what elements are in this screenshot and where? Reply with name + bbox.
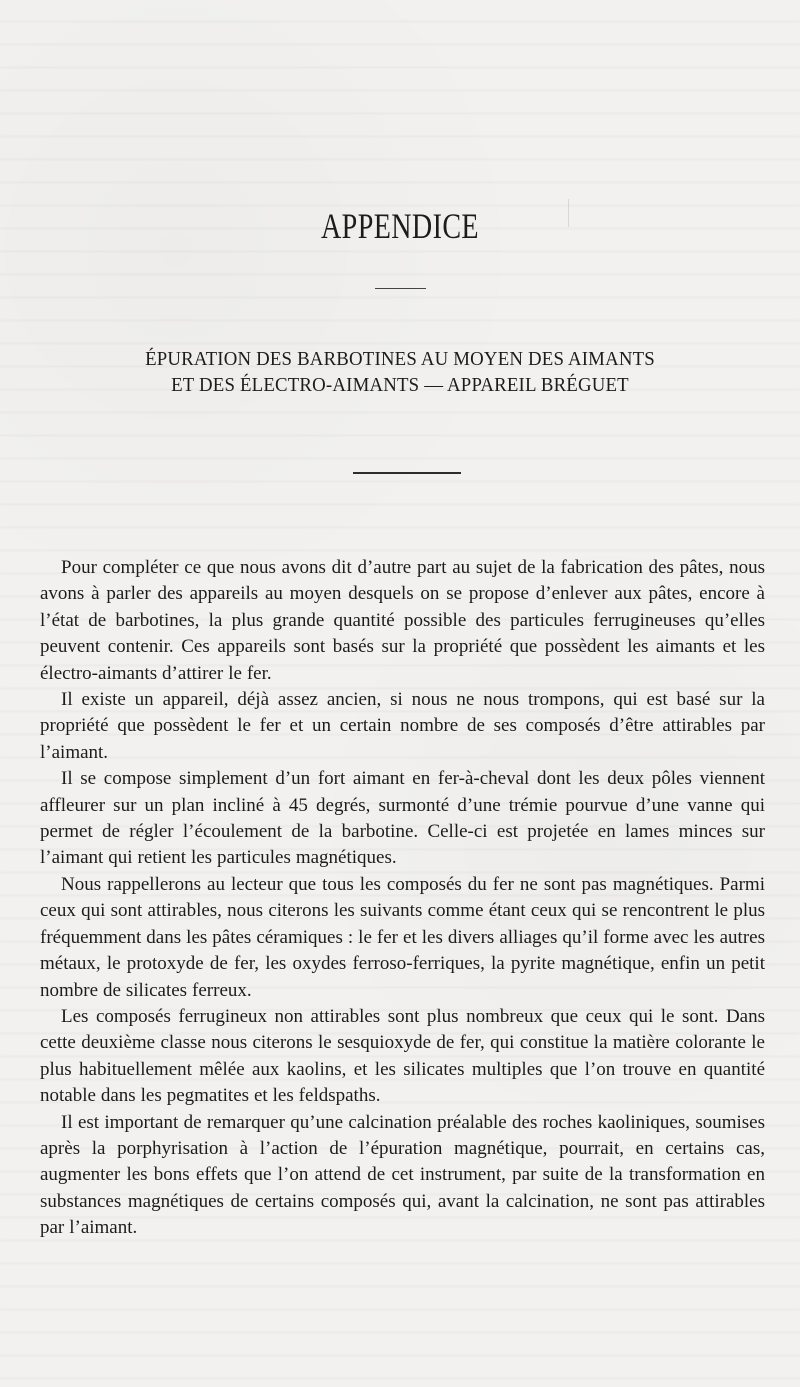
document-header: [0, 208, 800, 244]
paragraph-1: Pour compléter ce que nous avons dit d’autre part au sujet de la fabrication des pâtes, nous avons à parler des appareils au moyen desquels on se propose d’enlever aux pâtes, encore à l’état de barbotines, la plus grande quantité possible des particules ferrugineuses qu’elles peuvent contenir. Ces appareils sont basés sur la propriété que possèdent les aimants et les électro-aimants d’attirer le fer.: [40, 557, 765, 684]
paragraph-4: Nous rappellerons au lecteur que tous les composés du fer ne sont pas magnétiques. Parmi ceux qui sont attirables, nous citerons les suivants comme étant ceux qui se rencontrent le plus fréquemment dans les pâtes céramiques : le fer et les divers alliages qu’il forme avec les autres métaux, le protoxyde de fer, les oxydes ferroso-ferriques, la pyrite magnétique, enfin un petit nombre de silicates ferreux.: [40, 873, 765, 1001]
subtitle-line-2: ET DES ÉLECTRO-AIMANTS — APPAREIL BRÉGUET: [171, 374, 629, 396]
section-subtitle: [0, 346, 800, 398]
paragraph-6: Il est important de remarquer qu’une calcination préalable des roches kaoliniques, soumises après la porphyrisation à l’action de l’épuration magnétique, pourrait, en certains cas, augmenter les bons effets que l’on attend de cet instrument, par suite de la transformation en substances magnétiques de certains composés qui, avant la calcination, ne sont pas attirables par l’aimant.: [40, 1111, 765, 1239]
title-divider: [375, 288, 426, 289]
page-title: APPENDICE: [321, 206, 479, 246]
subtitle-line-1: ÉPURATION DES BARBOTINES AU MOYEN DES AIMANTS: [145, 348, 655, 370]
paragraph-3: Il se compose simplement d’un fort aimant en fer-à-cheval dont les deux pôles viennent affleurer sur un plan incliné à 45 degrés, surmonté d’une trémie pourvue d’une vanne qui permet de régler l’écoulement de la barbotine. Celle-ci est projetée en lames minces sur l’aimant qui retient les particules magnétiques.: [40, 768, 765, 869]
subtitle-divider: [353, 472, 461, 474]
paragraph-2: Il existe un appareil, déjà assez ancien, si nous ne nous trompons, qui est basé sur la propriété que possèdent le fer et un certain nombre de ses composés d’être attirables par l’aimant.: [40, 689, 765, 763]
paragraph-5: Les composés ferrugineux non attirables sont plus nombreux que ceux qui le sont. Dans cette deuxième classe nous citerons le sesquioxyde de fer, qui constitue la matière colorante le plus habituellement mêlée aux kaolins, et les silicates multiples que l’on trouve en quantité notable dans les pegmatites et les feldspaths.: [40, 1005, 765, 1107]
body-text: [40, 555, 765, 1242]
